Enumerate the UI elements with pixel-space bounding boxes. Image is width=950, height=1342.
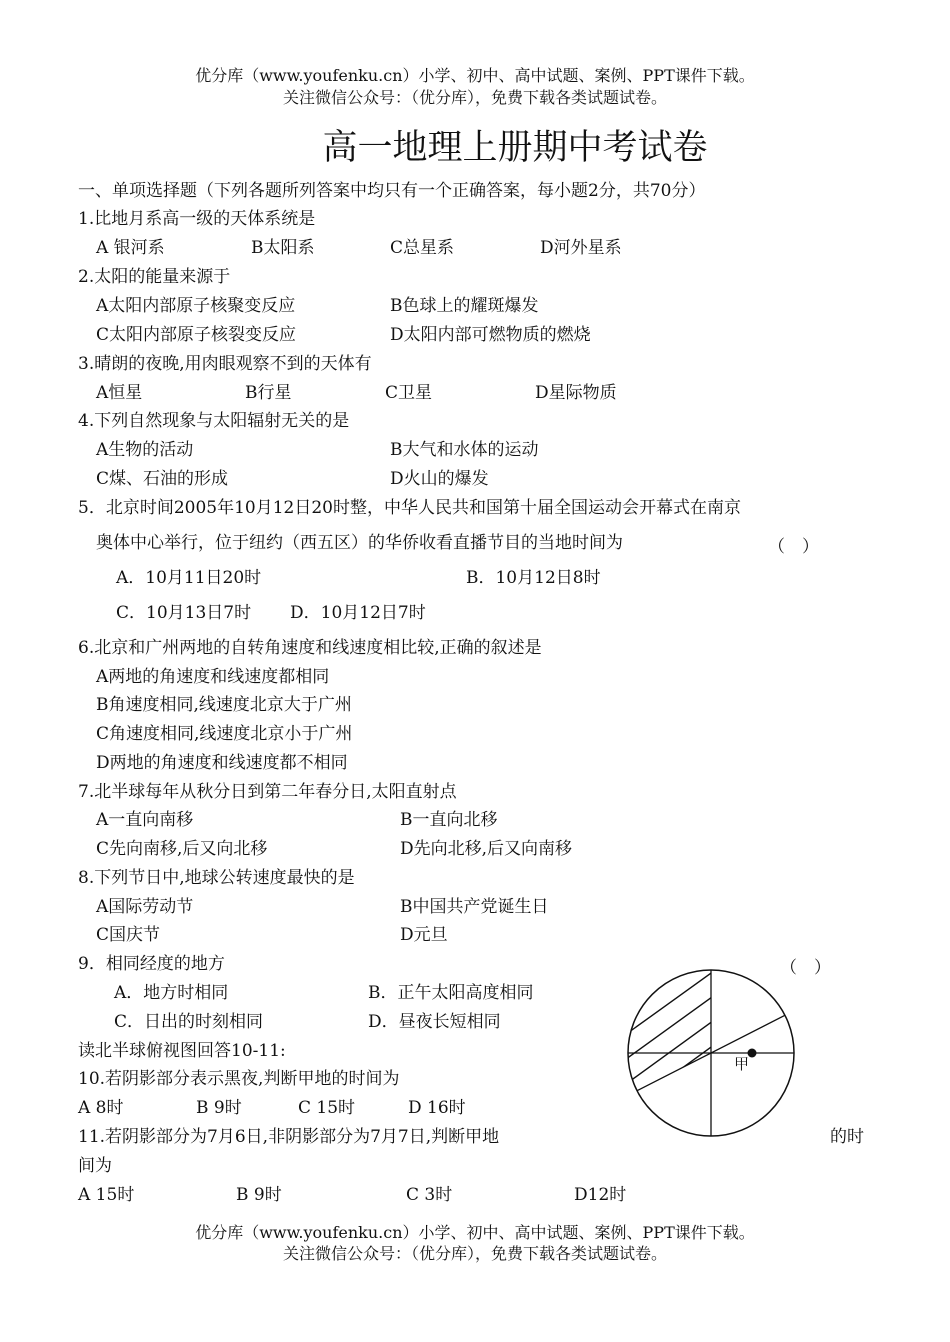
q5-stem-line-2: 奥体中心举行，位于纽约（西五区）的华侨收看直播节目的当地时间为 (96, 533, 623, 553)
q3-stem: 3.晴朗的夜晚,用肉眼观察不到的天体有 (78, 354, 372, 374)
reading-note: 读北半球俯视图回答10-11: (78, 1041, 286, 1061)
q1-option-d: D河外星系 (540, 238, 622, 258)
q6-option-c: C角速度相同,线速度北京小于广州 (96, 724, 353, 744)
q10-option-b: B 9时 (196, 1098, 242, 1118)
q7-option-b: B一直向北移 (400, 810, 498, 830)
q1-option-b: B太阳系 (251, 238, 315, 258)
q11-option-a: A 15时 (78, 1185, 135, 1205)
q10-option-c: C 15时 (298, 1098, 356, 1118)
q3-option-d: D星际物质 (535, 383, 617, 403)
q8-stem: 8.下列节日中,地球公转速度最快的是 (78, 868, 355, 888)
q8-option-d: D元旦 (400, 925, 448, 945)
q1-option-a: A 银河系 (96, 238, 165, 258)
q9-option-c: C．日出的时刻相同 (114, 1012, 264, 1032)
q5-stem-line-1: 5．北京时间2005年10月12日20时整，中华人民共和国第十届全国运动会开幕式在南京 (78, 498, 741, 518)
q11-stem-line-2: 间为 (78, 1156, 112, 1176)
q6-option-a: A两地的角速度和线速度都相同 (96, 667, 330, 687)
q2-option-b: B色球上的耀斑爆发 (390, 296, 539, 316)
q10-option-a: A 8时 (78, 1098, 124, 1118)
q5-answer-bracket: （ ） (768, 537, 819, 557)
q10-stem: 10.若阴影部分表示黑夜,判断甲地的时间为 (78, 1069, 400, 1089)
section-heading: 一、单项选择题（下列各题所列答案中均只有一个正确答案，每小题2分，共70分） (78, 181, 706, 201)
q2-option-c: C太阳内部原子核裂变反应 (96, 325, 297, 345)
q6-stem: 6.北京和广州两地的自转角速度和线速度相比较,正确的叙述是 (78, 638, 542, 658)
q3-option-c: C卫星 (385, 383, 433, 403)
q1-stem: 1.比地月系高一级的天体系统是 (78, 209, 316, 229)
page-title: 高一地理上册期中考试卷 (322, 128, 708, 168)
q4-stem: 4.下列自然现象与太阳辐射无关的是 (78, 411, 350, 431)
q9-option-b: B．正午太阳高度相同 (368, 983, 534, 1003)
q4-option-d: D火山的爆发 (390, 469, 489, 489)
q7-option-c: C先向南移,后又向北移 (96, 839, 268, 859)
footer-line-1: 优分库（www.youfenku.cn）小学、初中、高中试题、案例、PPT课件下载。 (195, 1223, 755, 1242)
q9-option-a: A．地方时相同 (114, 983, 229, 1003)
header-line-1: 优分库（www.youfenku.cn）小学、初中、高中试题、案例、PPT课件下载。 (195, 66, 755, 85)
q11-option-b: B 9时 (236, 1185, 282, 1205)
q11-stem-end: 的时 (830, 1127, 864, 1147)
q9-stem: 9．相同经度的地方 (78, 954, 225, 974)
q11-stem: 11.若阴影部分为7月6日,非阴影部分为7月7日,判断甲地 (78, 1127, 500, 1147)
q11-option-d: D12时 (574, 1185, 627, 1205)
q2-option-d: D太阳内部可燃物质的燃烧 (390, 325, 591, 345)
q8-option-b: B中国共产党诞生日 (400, 897, 549, 917)
q8-option-a: A国际劳动节 (96, 897, 194, 917)
q9-option-d: D．昼夜长短相同 (368, 1012, 501, 1032)
footer-line-2: 关注微信公众号：（优分库），免费下载各类试题试卷。 (282, 1244, 667, 1263)
q7-option-d: D先向北移,后又向南移 (400, 839, 573, 859)
q2-stem: 2.太阳的能量来源于 (78, 267, 231, 287)
point-jia-label: 甲 (734, 1055, 750, 1073)
q5-option-d: D．10月12日7时 (290, 603, 426, 623)
q4-option-a: A生物的活动 (96, 440, 194, 460)
q3-option-b: B行星 (245, 383, 292, 403)
q8-option-c: C国庆节 (96, 925, 161, 945)
q5-option-b: B．10月12日8时 (466, 568, 601, 588)
q10-option-d: D 16时 (408, 1098, 466, 1118)
q5-option-c: C．10月13日7时 (116, 603, 252, 623)
q3-option-a: A恒星 (96, 383, 143, 403)
q7-option-a: A一直向南移 (96, 810, 194, 830)
hemisphere-diagram (626, 968, 796, 1138)
header-line-2: 关注微信公众号：（优分库），免费下载各类试题试卷。 (282, 88, 667, 107)
q9-answer-bracket: （ ） (780, 958, 831, 978)
q6-option-b: B角速度相同,线速度北京大于广州 (96, 695, 352, 715)
q5-option-a: A．10月11日20时 (116, 568, 262, 588)
q6-option-d: D两地的角速度和线速度都不相同 (96, 753, 348, 773)
q4-option-b: B大气和水体的运动 (390, 440, 539, 460)
q11-option-c: C 3时 (406, 1185, 453, 1205)
q2-option-a: A太阳内部原子核聚变反应 (96, 296, 296, 316)
q1-option-c: C总星系 (390, 238, 455, 258)
q4-option-c: C煤、石油的形成 (96, 469, 229, 489)
q7-stem: 7.北半球每年从秋分日到第二年春分日,太阳直射点 (78, 782, 457, 802)
